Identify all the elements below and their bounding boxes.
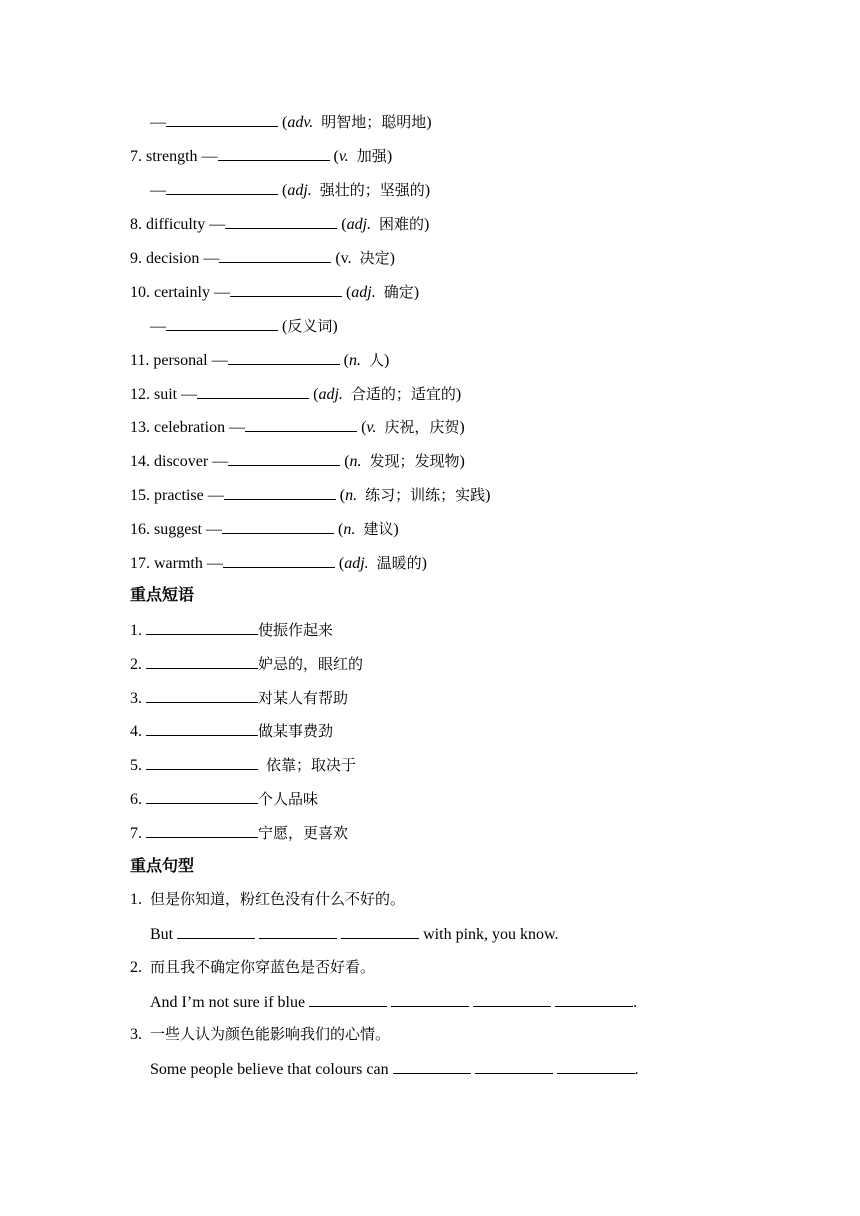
meaning: 合适的；适宜的 [350, 385, 456, 403]
answer-blank[interactable] [218, 145, 330, 161]
part-of-speech: adv. [287, 114, 314, 131]
english-text: . [634, 1061, 639, 1078]
item-number: 3. [130, 690, 142, 707]
english-text: Some people believe that colours can [150, 1061, 389, 1078]
part-of-speech: adj. [351, 284, 376, 301]
answer-blank[interactable] [222, 518, 334, 534]
phrase-line [130, 754, 356, 776]
part-of-speech: n. [348, 352, 361, 369]
section-heading-phrases: 重点短语 [130, 585, 195, 604]
answer-blank[interactable] [224, 484, 336, 500]
section-heading-sentences: 重点句型 [130, 856, 195, 875]
meaning: 宁愿，更喜欢 [258, 824, 349, 842]
answer-blank[interactable] [475, 1058, 553, 1074]
phrase-line [130, 720, 333, 742]
vocab-line: 16. suggest — (n. 建议) [130, 520, 399, 538]
vocab-word: 12. suit — [130, 386, 198, 403]
vocab-line: 10. certainly — (adj. 确定) [130, 283, 420, 301]
answer-blank[interactable] [146, 720, 258, 736]
vocab-line: — (反义词) [150, 317, 338, 335]
meaning: 困难的 [379, 215, 425, 233]
part-of-speech: adj. [318, 386, 343, 403]
answer-blank[interactable] [245, 416, 357, 432]
answer-blank[interactable] [146, 822, 258, 838]
vocab-line: 7. strength — (v. 加强) [130, 147, 393, 165]
part-of-speech: n. [345, 487, 358, 504]
answer-blank[interactable] [473, 991, 551, 1007]
vocab-line: — (adj. 强壮的；坚强的) [150, 181, 431, 199]
english-text: And I’m not sure if blue [150, 994, 306, 1011]
meaning: 依靠；取决于 [266, 756, 357, 774]
vocab-word: 15. practise — [130, 487, 224, 504]
vocab-word: 7. strength — [130, 148, 218, 165]
vocab-word: 16. suggest — [130, 521, 222, 538]
item-number: 3. [130, 1026, 142, 1043]
sentence-prompt [130, 889, 405, 910]
vocab-line: 17. warmth — (adj. 温暖的) [130, 554, 427, 572]
meaning: 温暖的 [376, 554, 422, 572]
vocab-word: 11. personal — [130, 352, 228, 369]
answer-blank[interactable] [223, 552, 335, 568]
item-number: 2. [130, 656, 142, 673]
vocab-word: 8. difficulty — [130, 216, 226, 233]
part-of-speech: v. [340, 250, 352, 267]
vocab-word: 10. certainly — [130, 284, 230, 301]
phrase-line [130, 687, 348, 709]
vocab-word: — [150, 182, 166, 199]
meaning: 加强 [356, 147, 387, 165]
vocab-line: 8. difficulty — (adj. 困难的) [130, 215, 430, 233]
answer-blank[interactable] [197, 383, 309, 399]
vocab-word: 9. decision — [130, 250, 220, 267]
answer-blank[interactable] [166, 111, 278, 127]
vocab-line: 13. celebration — (v. 庆祝，庆贺) [130, 418, 465, 436]
vocab-line: 15. practise — (n. 练习；训练；实践) [130, 486, 491, 504]
phrase-line [130, 822, 348, 844]
item-number: 1. [130, 622, 142, 639]
part-of-speech: v. [366, 419, 377, 436]
meaning: 决定 [359, 249, 390, 267]
vocab-line: 14. discover — (n. 发现；发现物) [130, 452, 465, 470]
sentence-prompt [130, 1024, 390, 1045]
english-text: But [150, 926, 174, 943]
part-of-speech: v. [338, 148, 349, 165]
meaning: 明智地；聪明地 [321, 113, 427, 131]
vocab-word: 13. celebration — [130, 419, 246, 436]
phrase-line [130, 653, 363, 675]
answer-blank[interactable] [557, 1058, 635, 1074]
meaning: 建议 [363, 520, 394, 538]
answer-blank[interactable] [393, 1058, 471, 1074]
item-number: 4. [130, 723, 142, 740]
meaning: 妒忌的，眼红的 [258, 655, 364, 673]
meaning: 对某人有帮助 [258, 689, 349, 707]
meaning: 人 [368, 351, 384, 369]
vocab-line: 12. suit — (adj. 合适的；适宜的) [130, 385, 462, 403]
meaning: 确定 [383, 283, 414, 301]
answer-blank[interactable] [391, 991, 469, 1007]
answer-blank[interactable] [146, 754, 258, 770]
item-number: 5. [130, 757, 142, 774]
phrase-line [130, 788, 318, 810]
meaning: 庆祝，庆贺 [384, 418, 460, 436]
item-number: 6. [130, 791, 142, 808]
item-number: 2. [130, 959, 142, 976]
answer-blank[interactable] [146, 788, 258, 804]
part-of-speech: adj. [344, 555, 369, 572]
item-number: 1. [130, 891, 142, 908]
sentence-answer-line [150, 991, 637, 1013]
part-of-speech: adj. [346, 216, 372, 233]
chinese-sentence: 而且我不确定你穿蓝色是否好看。 [150, 958, 376, 976]
chinese-sentence: 但是你知道，粉红色没有什么不好的。 [150, 890, 406, 908]
part-of-speech: n. [349, 453, 362, 470]
item-number: 7. [130, 825, 142, 842]
answer-blank[interactable] [166, 315, 278, 331]
answer-blank[interactable] [555, 991, 633, 1007]
vocab-word: — [150, 318, 166, 335]
vocab-line: 11. personal — (n. 人) [130, 351, 390, 369]
sentence-answer-line [150, 1058, 639, 1080]
answer-blank[interactable] [177, 923, 255, 939]
sentence-prompt [130, 957, 375, 978]
answer-blank[interactable] [219, 247, 331, 263]
answer-blank[interactable] [228, 349, 340, 365]
part-of-speech: n. [343, 521, 356, 538]
vocab-word: 14. discover — [130, 453, 229, 470]
vocab-line: 9. decision — (v. 决定) [130, 249, 395, 267]
meaning: 发现；发现物 [369, 452, 460, 470]
answer-blank[interactable] [230, 281, 342, 297]
english-text: with pink, you know. [423, 926, 559, 943]
answer-blank[interactable] [146, 619, 258, 635]
vocab-word: — [150, 114, 166, 131]
meaning: 个人品味 [258, 790, 319, 808]
answer-blank[interactable] [166, 179, 278, 195]
part-of-speech: adj. [287, 182, 312, 199]
answer-blank[interactable] [146, 653, 258, 669]
vocab-word: 17. warmth — [130, 555, 223, 572]
answer-blank[interactable] [259, 923, 337, 939]
sentence-answer-line [150, 923, 559, 945]
english-text: . [633, 994, 638, 1011]
answer-blank[interactable] [341, 923, 419, 939]
meaning: 练习；训练；实践 [365, 486, 486, 504]
chinese-sentence: 一些人认为颜色能影响我们的心情。 [150, 1025, 391, 1043]
answer-blank[interactable] [146, 687, 258, 703]
meaning: 强壮的；坚强的 [319, 181, 425, 199]
meaning: 做某事费劲 [258, 722, 334, 740]
meaning: 反义词 [287, 317, 333, 335]
meaning: 使振作起来 [258, 621, 334, 639]
phrase-line [130, 619, 333, 641]
answer-blank[interactable] [225, 213, 337, 229]
answer-blank[interactable] [228, 450, 340, 466]
answer-blank[interactable] [309, 991, 387, 1007]
vocab-line: — (adv. 明智地；聪明地) [150, 113, 432, 131]
